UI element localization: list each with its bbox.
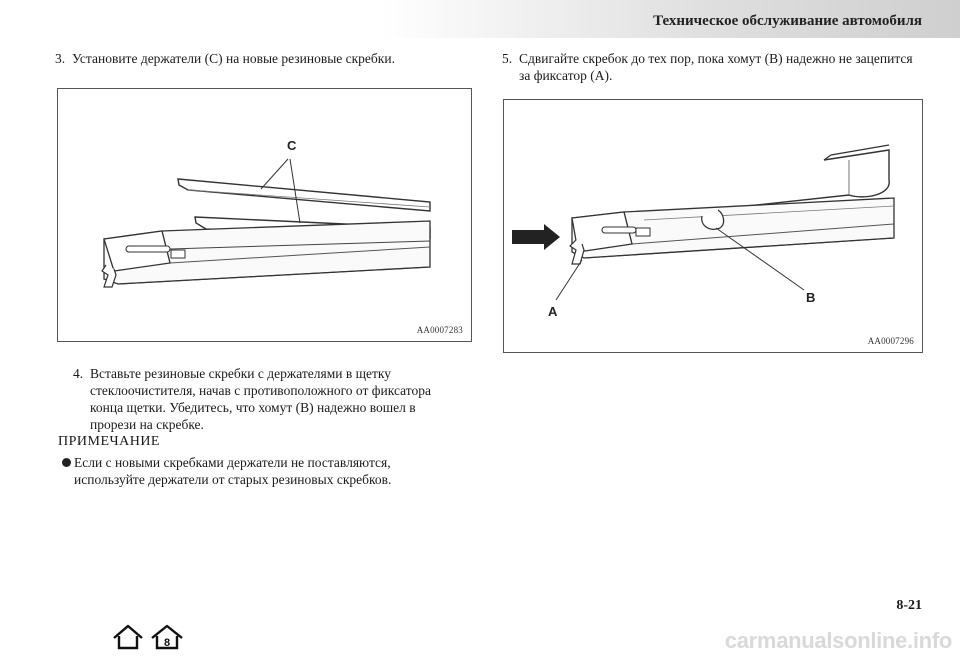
- figure-install-holders: [57, 88, 472, 342]
- home-8-icon-label: 8: [163, 637, 171, 649]
- step-5: [502, 50, 922, 84]
- page-number: 8-21: [896, 598, 922, 613]
- home-icon[interactable]: [112, 624, 144, 650]
- home-8-icon[interactable]: [150, 624, 184, 650]
- section-title: Техническое обслуживание автомобиля: [653, 13, 922, 29]
- step-text: Вставьте резиновые скребки с держателями в щетку стеклоочистителя, начав с противоположного от фиксатора конца щетки. Убедитесь, что хомут (B) надежно вошел в прорези на скребке.: [90, 366, 431, 432]
- note-title: ПРИМЕЧАНИЕ: [58, 434, 160, 449]
- callout-b: B: [806, 290, 816, 305]
- callout-a: A: [548, 304, 558, 319]
- figure-slide-blade: [503, 99, 923, 353]
- note-item: [58, 454, 458, 488]
- left-column: [55, 50, 475, 67]
- figure-code: AA0007283: [416, 325, 463, 335]
- callout-c: C: [287, 138, 297, 153]
- watermark: carmanualsonline.info: [724, 628, 952, 653]
- right-column: [502, 50, 922, 84]
- step-3: [55, 50, 475, 67]
- header-band: [0, 0, 960, 38]
- step-4: [73, 365, 463, 433]
- step-number: 3.: [55, 51, 66, 66]
- wiper-blade-illustration: [504, 100, 922, 352]
- bullet-icon: [58, 454, 74, 488]
- nav-icons: [112, 624, 184, 650]
- note-text: Если с новыми скребками держатели не поставляются, используйте держатели от старых резиновых скребков.: [74, 455, 392, 487]
- step-number: 5.: [502, 51, 513, 66]
- step-text: Сдвигайте скребок до тех пор, пока хомут (B) надежно не зацепится за фиксатор (A).: [519, 51, 913, 83]
- step-text: Установите держатели (C) на новые резиновые скребки.: [72, 51, 395, 66]
- step-number: 4.: [73, 366, 84, 381]
- figure-code: AA0007296: [867, 336, 914, 346]
- wiper-rubber-illustration: [58, 89, 471, 341]
